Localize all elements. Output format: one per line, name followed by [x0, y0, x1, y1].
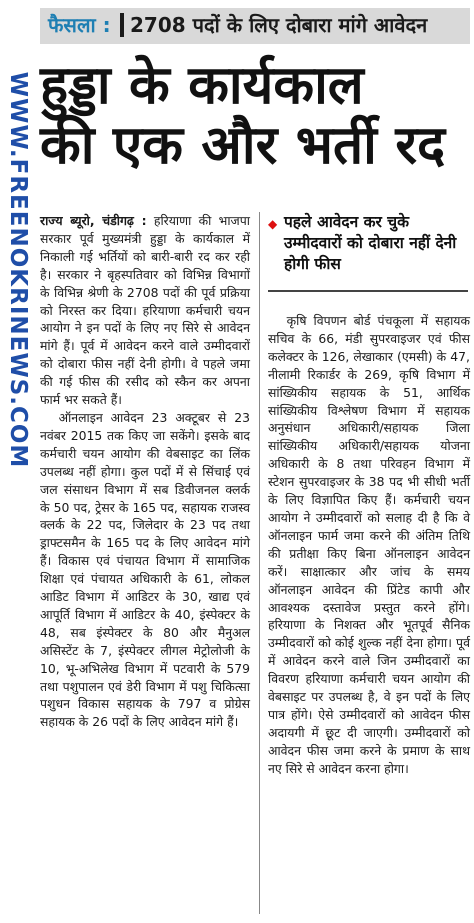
highlight-rule	[268, 290, 468, 292]
tag-label: फैसला :	[48, 13, 111, 37]
left-paragraph-1-text: हरियाणा की भाजपा सरकार पूर्व मुख्यमंत्री हुड्डा के कार्यकाल में निकाली गई भर्तियों को बारी-बारी रद कर रही है। सरकार ने बृहस्पतिवार को विभिन्न विभागों के विभिन्न श्रेणी के 2708 पदों की पूर्व प्रक्रिया को निरस्त कर दिया। हरियाणा कर्मचारी चयन आयोग ने इन पदों के लिए नए सिरे से आवेदन मांगे हैं। पूर्व में आवेदन करने वाले उम्मीदवारों को दोबारा फीस नहीं देनी होगी। वे पहले जमा की गई फीस की रसीद को स्कैन कर अपना फार्म भर सकते हैं।	[40, 213, 250, 408]
article-left-column	[40, 212, 250, 731]
headline-line-2: की एक और भर्ती रद	[40, 115, 446, 176]
watermark-text: WWW.FREENOKRINEWS.COM	[5, 71, 31, 469]
tag-text: 2708 पदों के लिए दोबारा मांगे आवेदन	[130, 13, 428, 37]
article-paragraph-3: कृषि विपणन बोर्ड पंचकूला में सहायक सचिव के 66, मंडी सुपरवाइजर एवं फीस कलेक्टर के 126, लेखाकार (एमसी) के 47, नीलामी रिकार्डर के 269, कृषि विभाग में सांख्यिकीय सहायक के 51, आर्थिक सांख्यिकीय विश्लेषण विभाग में सहायक अनुसंधान अधिकारी/सहायक जिला सांख्यिकीय अधिकारी/सहायक योजना अधिकारी के 8 तथा परिवहन विभाग में स्टेशन सुपरवाइजर के 38 पद भी सीधी भर्ती के लिए विज्ञापित किए हैं। कर्मचारी चयन आयोग ने उम्मीदवारों को सलाह दी है कि वे ऑनलाइन फार्म जमा करने की अंतिम तिथि की प्रतीक्षा किए बिना ऑनलाइन आवेदन करें। साक्षात्कार और जांच के समय ऑनलाइन आवेदन की प्रिंटेड कापी और आवश्यक दस्तावेज प्रस्तुत करने होंगे। हरियाणा के निशक्त और भूतपूर्व सैनिक उम्मीदवारों को कोई शुल्क नहीं देना होगा। पूर्व में आवेदन करने वाले जिन उम्मीदवारों का विवरण हरियाणा कर्मचारी चयन आयोग की वेबसाइट पर उपलब्ध है, वे इन पदों के लिए पात्र होंगे। ऐसे उम्मीदवारों को आवेदन फीस अदायगी में छूट दी जाएगी। उम्मीदवारों को आवेदन फीस जमा करने के प्रमाण के साथ नए सिरे से आवेदन करना होगा।	[268, 313, 470, 776]
article-paragraph-1	[40, 212, 250, 409]
diamond-bullet-icon: ◆	[268, 217, 278, 231]
column-divider	[259, 212, 260, 914]
website-watermark	[4, 70, 32, 470]
highlight-text: पहले आवेदन कर चुके उम्मीदवारों को दोबारा नहीं देनी होगी फीस	[284, 213, 457, 273]
dateline: राज्य ब्यूरो, चंडीगढ़ :	[40, 213, 147, 228]
highlight-box	[268, 208, 468, 298]
tag-separator	[120, 13, 124, 37]
article-right-column	[268, 312, 470, 778]
article-paragraph-2: ऑनलाइन आवेदन 23 अक्टूबर से 23 नवंबर 2015 तक किए जा सकेंगे। इसके बाद कर्मचारी चयन आयोग की वेबसाइट का लिंक उपलब्ध नहीं होगा। कुल पदों में से सिंचाई एवं जल संसाधन विभाग में सब डिवीजनल क्लर्क के 50 पद, ट्रेसर के 165 पद, सहायक राजस्व क्लर्क के 22 पद, जिलेदार के 23 पद तथा ड्राफ्टसमैन के 165 पद के लिए आवेदन मांगे हैं। विकास एवं पंचायत विभाग में सामाजिक शिक्षा एवं पंचायत अधिकारी के 61, लोकल आडिट विभाग में आडिटर के 30, खाद्य एवं आपूर्ति विभाग में आडिटर के 40, इंस्पेक्टर के 48, सब इंस्पेक्टर के 80 और मैनुअल असिस्टेंट के 7, इंस्पेक्टर लीगल मेट्रोलोजी के 10, भू-अभिलेख विभाग में पटवारी के 579 तथा पशुपालन एवं डेरी विभाग में पशु चिकित्सा पशुधन विकास सहायक के 797 व प्रोग्रेस सहायक के 26 पदों के लिए आवेदन मांगे हैं।	[40, 409, 250, 730]
headline	[40, 56, 470, 176]
headline-line-1: हुड्डा के कार्यकाल	[40, 55, 364, 116]
